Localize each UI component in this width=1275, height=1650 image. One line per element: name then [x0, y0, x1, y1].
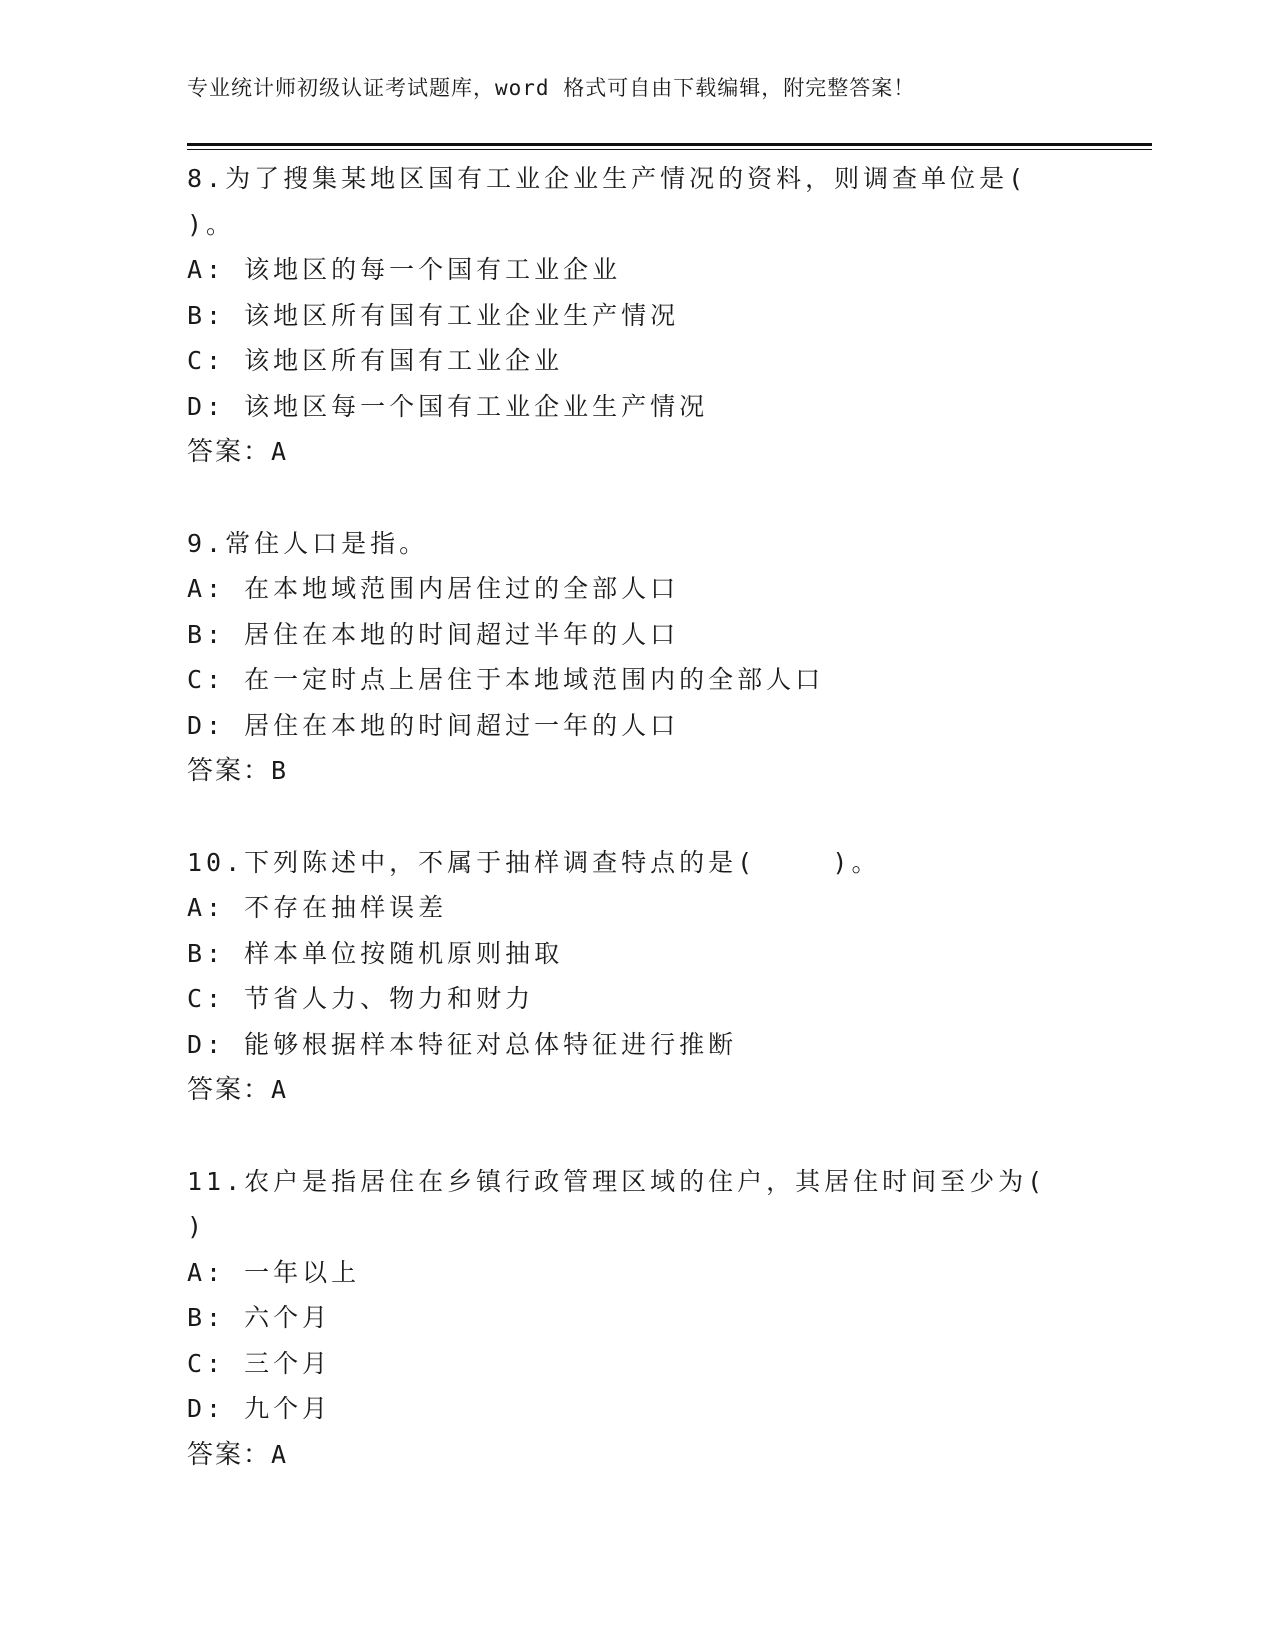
option-a: A: 该地区的每一个国有工业企业: [187, 255, 622, 284]
header-rule-thick: [187, 143, 1152, 146]
option-b: B: 样本单位按随机原则抽取: [187, 938, 564, 968]
answer-value: A: [271, 1439, 288, 1469]
option-b: B: 该地区所有国有工业企业生产情况: [187, 300, 680, 330]
question-8: [187, 156, 1147, 475]
option-a: A: 在本地域范围内居住过的全部人口: [187, 574, 680, 603]
option-d: D: 能够根据样本特征对总体特征进行推断: [187, 1029, 738, 1059]
question-stem: 9.常住人口是指。: [187, 528, 429, 558]
question-stem-continued: )。: [187, 209, 236, 239]
answer-label: 答案：: [187, 437, 272, 467]
option-c: C: 该地区所有国有工业企业: [187, 346, 564, 375]
question-stem: 10.下列陈述中，不属于抽样调查特点的是( )。: [187, 847, 881, 877]
question-10: [187, 840, 1147, 1113]
option-c: C: 在一定时点上居住于本地域范围内的全部人口: [187, 665, 825, 694]
option-c: C: 节省人力、物力和财力: [187, 984, 535, 1013]
answer-label: 答案：: [187, 756, 272, 786]
option-c: C: 三个月: [187, 1348, 332, 1378]
answer-line: [187, 1432, 1147, 1478]
question-9: [187, 521, 1147, 794]
option-d: D: 居住在本地的时间超过一年的人口: [187, 710, 680, 740]
option-a: A: 一年以上: [187, 1257, 361, 1287]
question-stem: 8.为了搜集某地区国有工业企业生产情况的资料，则调查单位是(: [187, 164, 1028, 193]
question-list: [187, 156, 1147, 1523]
header-rule-thin: [187, 149, 1152, 150]
answer-label: 答案：: [187, 1439, 272, 1470]
option-b: B: 六个月: [187, 1303, 332, 1332]
question-11: [187, 1159, 1147, 1478]
page-header: 专业统计师初级认证考试题库，word 格式可自由下载编辑，附完整答案！: [187, 76, 916, 100]
option-a: A: 不存在抽样误差: [187, 893, 448, 922]
question-stem-continued: ): [187, 1212, 207, 1241]
answer-value: A: [271, 437, 288, 466]
answer-value: B: [271, 756, 288, 785]
option-b: B: 居住在本地的时间超过半年的人口: [187, 619, 680, 649]
answer-label: 答案：: [187, 1075, 272, 1105]
option-d: D: 该地区每一个国有工业企业生产情况: [187, 391, 709, 421]
answer-line: [187, 429, 1147, 475]
question-stem: 11.农户是指居住在乡镇行政管理区域的住户，其居住时间至少为(: [187, 1166, 1047, 1196]
answer-value: A: [271, 1075, 288, 1104]
answer-line: [187, 1067, 1147, 1113]
option-d: D: 九个月: [187, 1394, 332, 1423]
answer-line: [187, 748, 1147, 794]
